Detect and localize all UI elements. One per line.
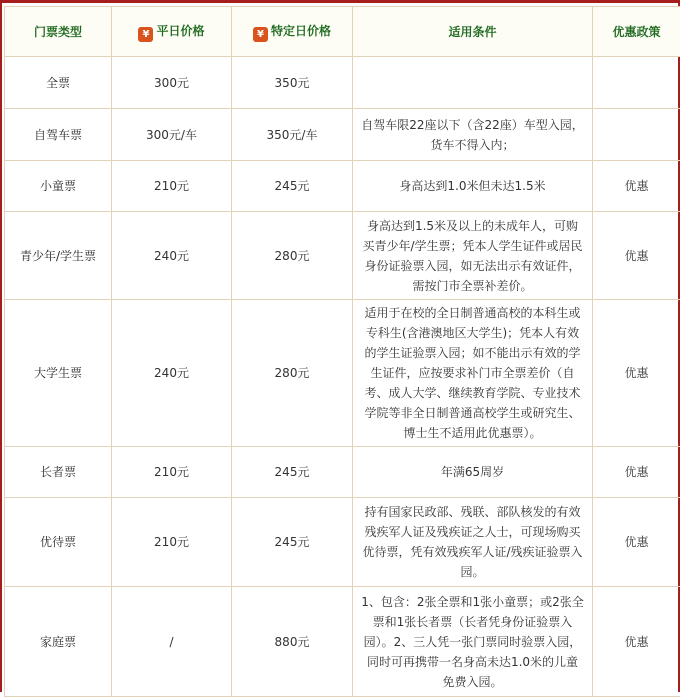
header-weekday-price	[112, 7, 232, 57]
special-price-cell: 280元	[232, 212, 353, 300]
conditions-cell: 持有国家民政部、残联、部队核发的有效残疾军人证及残疾证之人士，可现场购买优待票，凭有效残疾军人证/残疾证验票入园。	[353, 498, 593, 587]
policy-cell: 优惠	[593, 447, 680, 498]
ticket-type-cell: 优待票	[5, 498, 112, 587]
ticket-type-cell: 长者票	[5, 447, 112, 498]
header-special-label: 特定日价格	[271, 24, 331, 38]
weekday-price-cell: 240元	[112, 212, 232, 300]
table-row	[5, 498, 680, 587]
price-tag-icon: ¥	[253, 27, 268, 42]
ticket-price-table	[4, 6, 680, 697]
ticket-type-cell: 小童票	[5, 161, 112, 212]
table-header-row	[5, 7, 680, 57]
table-row	[5, 212, 680, 300]
header-weekday-label: 平日价格	[156, 24, 204, 38]
weekday-price-cell: 300元	[112, 57, 232, 109]
ticket-type-cell: 青少年/学生票	[5, 212, 112, 300]
conditions-cell: 年满65周岁	[353, 447, 593, 498]
policy-cell: 优惠	[593, 587, 680, 697]
table-row	[5, 300, 680, 447]
ticket-type-cell: 家庭票	[5, 587, 112, 697]
header-conditions: 适用条件	[353, 7, 593, 57]
weekday-price-cell: 300元/车	[112, 109, 232, 161]
header-ticket-type: 门票类型	[5, 7, 112, 57]
table-row	[5, 109, 680, 161]
conditions-cell: 1、包含：2张全票和1张小童票；或2张全票和1张长者票（长者凭身份证验票入园）。2、三人凭一张门票同时验票入园，同时可再携带一名身高未达1.0米的儿童免费入园。	[353, 587, 593, 697]
conditions-cell	[353, 57, 593, 109]
table-row	[5, 587, 680, 697]
ticket-type-cell: 全票	[5, 57, 112, 109]
conditions-cell: 自驾车限22座以下（含22座）车型入园，货车不得入内；	[353, 109, 593, 161]
weekday-price-cell: 210元	[112, 161, 232, 212]
special-price-cell: 350元/车	[232, 109, 353, 161]
price-tag-icon: ¥	[138, 27, 153, 42]
header-special-price	[232, 7, 353, 57]
policy-cell: 优惠	[593, 212, 680, 300]
special-price-cell: 245元	[232, 498, 353, 587]
weekday-price-cell: 240元	[112, 300, 232, 447]
policy-cell: 优惠	[593, 161, 680, 212]
special-price-cell: 880元	[232, 587, 353, 697]
policy-cell: 优惠	[593, 498, 680, 587]
ticket-type-cell: 大学生票	[5, 300, 112, 447]
policy-cell	[593, 109, 680, 161]
conditions-cell: 适用于在校的全日制普通高校的本科生或专科生(含港澳地区大学生)；凭本人有效的学生证验票入园；如不能出示有效的学生证件，应按要求补门市全票差价（自考、成人大学、继续教育学院、专业技术学院等非全日制普通高校学生或研究生、博士生不适用此优惠票）。	[353, 300, 593, 447]
table-row	[5, 161, 680, 212]
conditions-cell: 身高达到1.0米但未达1.5米	[353, 161, 593, 212]
policy-cell	[593, 57, 680, 109]
ticket-type-cell: 自驾车票	[5, 109, 112, 161]
special-price-cell: 280元	[232, 300, 353, 447]
table-row	[5, 447, 680, 498]
special-price-cell: 245元	[232, 447, 353, 498]
conditions-cell: 身高达到1.5米及以上的未成年人，可购买青少年/学生票；凭本人学生证件或居民身份证验票入园，如无法出示有效证件，需按门市全票补差价。	[353, 212, 593, 300]
header-policy: 优惠政策	[593, 7, 680, 57]
table-row	[5, 57, 680, 109]
weekday-price-cell: 210元	[112, 447, 232, 498]
weekday-price-cell: /	[112, 587, 232, 697]
special-price-cell: 350元	[232, 57, 353, 109]
special-price-cell: 245元	[232, 161, 353, 212]
weekday-price-cell: 210元	[112, 498, 232, 587]
policy-cell: 优惠	[593, 300, 680, 447]
